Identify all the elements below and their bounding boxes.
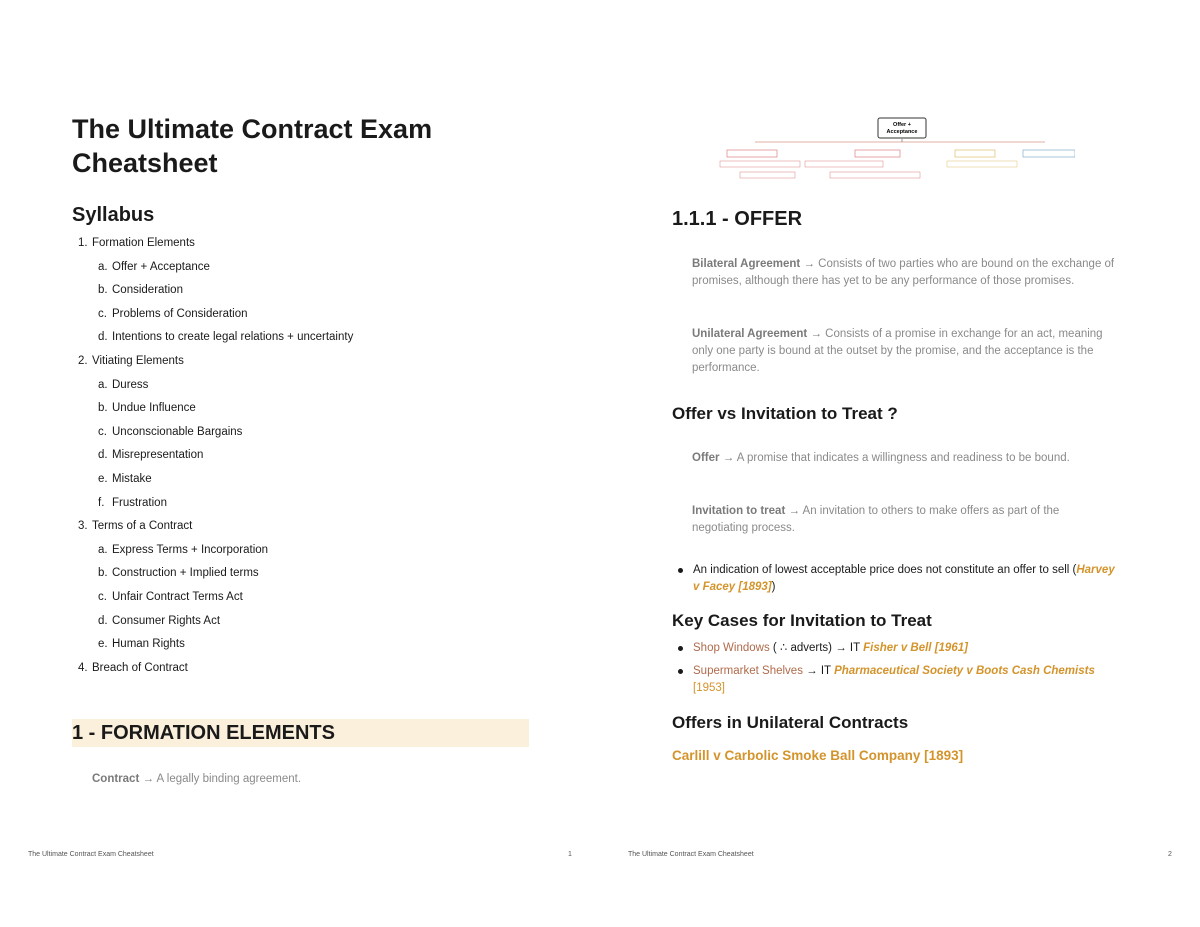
- syllabus-text: Mistake: [112, 472, 152, 485]
- page-2: [600, 0, 1200, 927]
- harvey-text: An indication of lowest acceptable price does not constitute an offer to sell (: [693, 564, 1077, 576]
- syllabus-marker: e.: [98, 638, 108, 651]
- page-title: The Ultimate Contract Exam Cheatsheet: [72, 114, 433, 178]
- syllabus-text: Consumer Rights Act: [112, 614, 221, 627]
- syllabus-text: Duress: [112, 378, 149, 391]
- syllabus-item: [72, 421, 353, 445]
- itt-term: Invitation to treat: [692, 505, 786, 517]
- contract-def: A legally binding agreement.: [156, 773, 302, 785]
- syllabus-marker: 3.: [78, 520, 88, 533]
- mindmap-root-node: [878, 118, 926, 138]
- syllabus-item: [72, 610, 353, 634]
- bilateral-term: Bilateral Agreement: [692, 258, 801, 270]
- syllabus-text: Terms of a Contract: [92, 520, 193, 533]
- heading-key-cases: Key Cases for Invitation to Treat: [672, 611, 932, 630]
- syllabus-marker: 1.: [78, 237, 88, 249]
- syllabus-item: [72, 303, 353, 327]
- shop-windows-mid: ( ∴ adverts) → IT: [772, 642, 860, 654]
- syllabus-item: [72, 562, 353, 586]
- section-banner: [72, 719, 529, 747]
- shop-windows-keyword: Shop Windows: [693, 642, 770, 654]
- syllabus-item: [72, 539, 353, 563]
- syllabus-heading: Syllabus: [72, 204, 155, 226]
- case-harvey-v-facey: Harvey v Facey [1893]: [693, 564, 1115, 593]
- footer-title: The Ultimate Contract Exam Cheatsheet: [628, 851, 754, 858]
- contract-term: Contract: [92, 773, 140, 785]
- offer-definition: [692, 450, 1116, 467]
- syllabus-marker: a.: [98, 543, 108, 556]
- case-pharmaceutical-society-v-boots: Pharmaceutical Society v Boots Cash Chemists: [834, 665, 1095, 677]
- heading-offers-unilateral: Offers in Unilateral Contracts: [672, 713, 909, 732]
- syllabus-text: Unconscionable Bargains: [112, 425, 243, 438]
- syllabus-marker: c.: [98, 590, 107, 603]
- list-item: [673, 663, 1123, 697]
- syllabus-text: Consideration: [112, 284, 183, 297]
- syllabus-item: [72, 492, 353, 516]
- syllabus-text: Unfair Contract Terms Act: [112, 590, 243, 603]
- mindmap-node: [727, 150, 777, 157]
- mindmap-node: [1023, 150, 1075, 157]
- syllabus-marker: d.: [98, 614, 108, 627]
- page-number: 1: [568, 851, 572, 858]
- syllabus-item: [72, 326, 353, 350]
- syllabus-text: Construction + Implied terms: [112, 567, 259, 580]
- list-item: [673, 562, 1117, 596]
- syllabus-marker: b.: [98, 402, 108, 415]
- case-year: [1953]: [693, 682, 725, 694]
- mindmap-node: [720, 161, 800, 167]
- syllabus-item: [72, 515, 353, 539]
- syllabus-marker: f.: [98, 496, 105, 509]
- syllabus-text: Breach of Contract: [92, 661, 188, 674]
- syllabus-text: Misrepresentation: [112, 449, 204, 462]
- case-carlill: Carlill v Carbolic Smoke Ball Company [1893]: [672, 748, 964, 763]
- syllabus-item: [72, 350, 353, 374]
- mindmap-node: [955, 150, 995, 157]
- mindmap-node: [805, 161, 883, 167]
- heading-offer: 1.1.1 - OFFER: [672, 208, 803, 230]
- syllabus-marker: d.: [98, 449, 108, 462]
- offer-term: Offer: [692, 452, 720, 464]
- syllabus-item: [72, 374, 353, 398]
- syllabus-marker: c.: [98, 307, 107, 320]
- mindmap-node: [740, 172, 795, 178]
- syllabus-item: [72, 657, 353, 681]
- syllabus-marker: d.: [98, 331, 108, 344]
- arrow-icon: →: [142, 773, 154, 785]
- supermarket-mid: → IT: [806, 665, 831, 677]
- syllabus-marker: 4.: [78, 661, 88, 674]
- list-item: [673, 640, 1123, 657]
- syllabus-text: Human Rights: [112, 638, 185, 651]
- syllabus-marker: b.: [98, 284, 108, 297]
- syllabus-marker: 2.: [78, 354, 88, 367]
- page-number: 2: [1168, 851, 1172, 858]
- syllabus-marker: e.: [98, 472, 108, 485]
- syllabus-marker: c.: [98, 425, 107, 438]
- itt-definition: [692, 503, 1116, 537]
- syllabus-text: Frustration: [112, 496, 167, 509]
- syllabus-item: [72, 633, 353, 657]
- case-fisher-v-bell: Fisher v Bell [1961]: [863, 642, 968, 654]
- syllabus-item: [72, 232, 353, 256]
- bilateral-def: Consists of two parties who are bound on the exchange of promises, although there has yet to be any performance of those promises.: [692, 258, 1115, 287]
- syllabus-item: [72, 468, 353, 492]
- arrow-icon: →: [803, 258, 815, 270]
- supermarket-keyword: Supermarket Shelves: [693, 665, 803, 677]
- syllabus-text: Intentions to create legal relations + uncertainty: [112, 331, 354, 344]
- syllabus-text: Express Terms + Incorporation: [112, 543, 269, 556]
- syllabus-marker: a.: [98, 260, 108, 273]
- offer-def: A promise that indicates a willingness and readiness to be bound.: [736, 452, 1070, 464]
- syllabus-marker: b.: [98, 567, 108, 580]
- arrow-icon: →: [810, 328, 822, 340]
- heading-offer-vs-itt: Offer vs Invitation to Treat ?: [672, 404, 898, 423]
- syllabus-item: [72, 444, 353, 468]
- mindmap-node: [830, 172, 920, 178]
- unilateral-def: Consists of a promise in exchange for an act, meaning only one party is bound at the outset by the promise, and the acceptance is the performance.: [692, 328, 1103, 374]
- bilateral-definition: [692, 256, 1116, 290]
- syllabus-text: Undue Influence: [112, 402, 196, 415]
- unilateral-definition: [692, 326, 1116, 377]
- arrow-icon: →: [788, 505, 800, 517]
- syllabus-list: [72, 232, 353, 680]
- syllabus-marker: a.: [98, 378, 108, 391]
- syllabus-item: [72, 256, 353, 280]
- mindmap-diagram: [715, 115, 1075, 185]
- syllabus-item: [72, 586, 353, 610]
- section-heading: 1 - FORMATION ELEMENTS: [72, 722, 335, 744]
- syllabus-item: [72, 397, 353, 421]
- syllabus-text: Vitiating Elements: [92, 354, 184, 367]
- arrow-icon: →: [722, 452, 735, 464]
- contract-definition: [92, 771, 512, 788]
- mindmap-node: [855, 150, 900, 157]
- footer-title: The Ultimate Contract Exam Cheatsheet: [28, 851, 154, 858]
- unilateral-term: Unilateral Agreement: [692, 328, 808, 340]
- syllabus-text: Formation Elements: [92, 237, 195, 249]
- syllabus-text: Offer + Acceptance: [112, 260, 210, 273]
- itt-def: An invitation to others to make offers as part of the negotiating process.: [692, 505, 1060, 534]
- harvey-close: ): [771, 581, 776, 593]
- mindmap-root-label: Offer + Acceptance: [886, 122, 918, 135]
- syllabus-text: Problems of Consideration: [112, 307, 248, 320]
- mindmap-node: [947, 161, 1017, 167]
- syllabus-item: [72, 279, 353, 303]
